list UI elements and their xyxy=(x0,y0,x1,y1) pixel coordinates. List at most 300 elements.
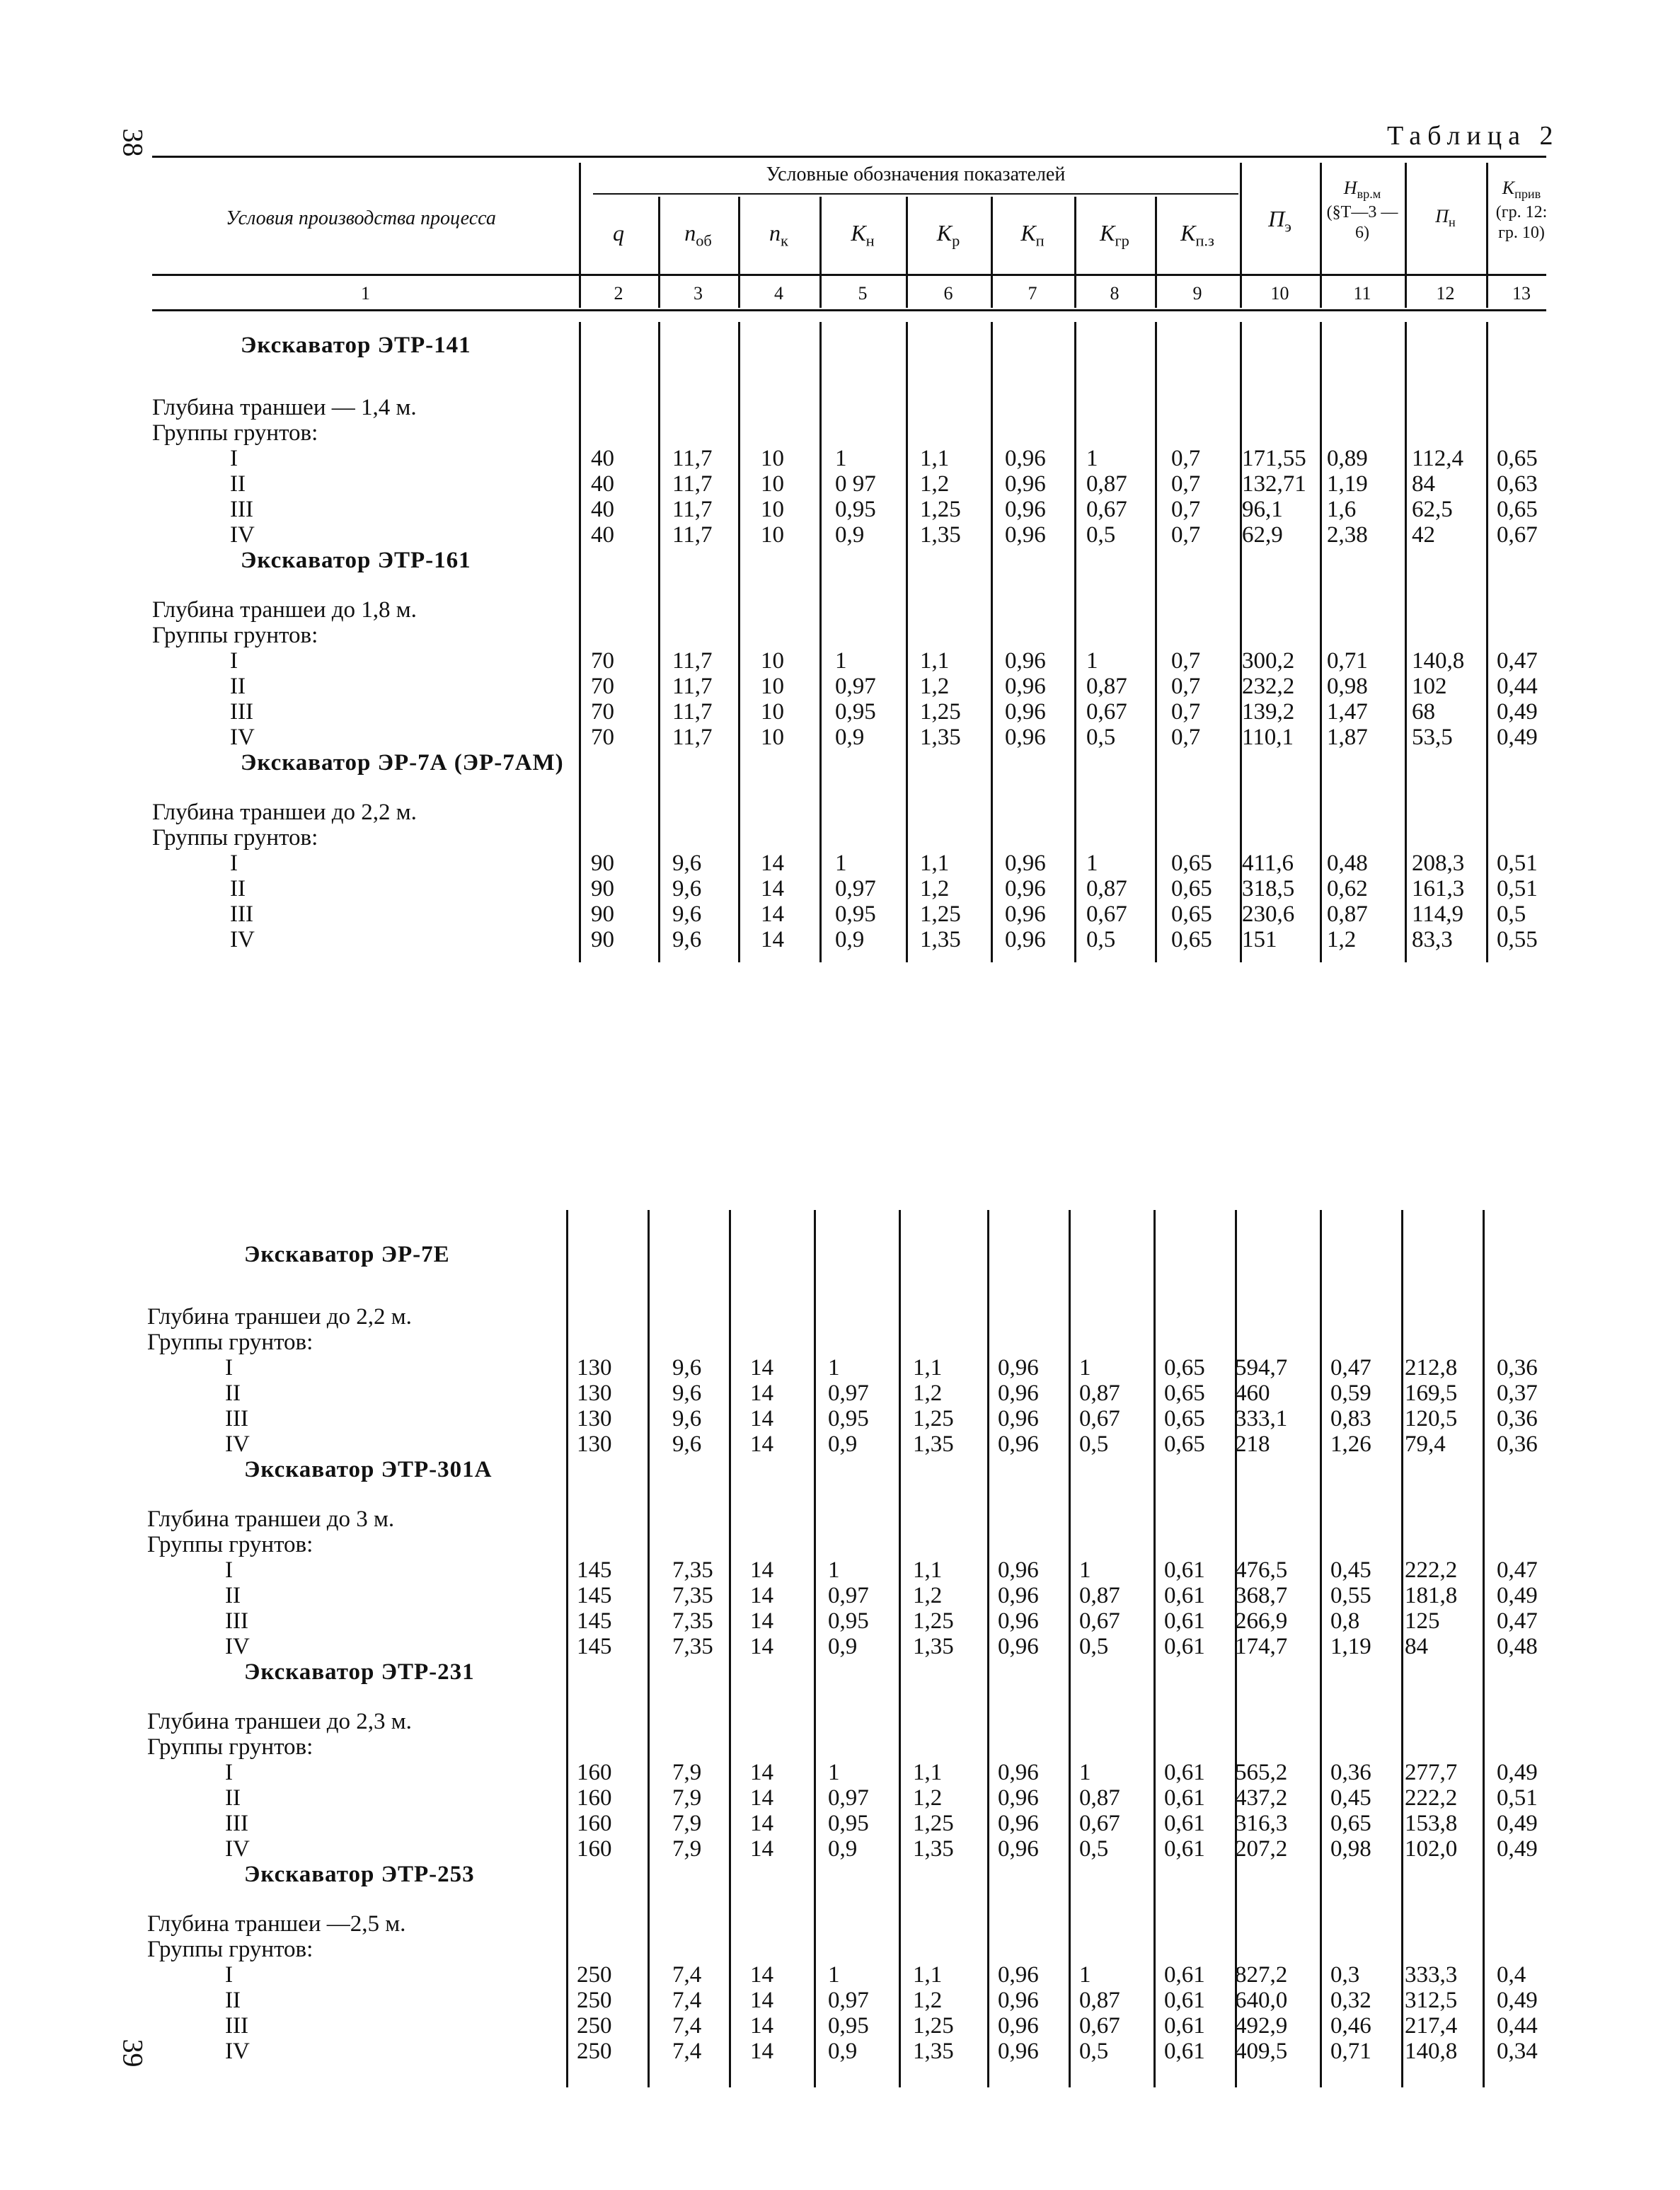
block-title: Экскаватор ЭТР-231 xyxy=(244,1659,475,1685)
table-cell: 0,7 xyxy=(1171,699,1201,725)
table-cell: 10 xyxy=(761,725,784,750)
soil-group: IV xyxy=(225,1836,250,1862)
table-cell: 171,55 xyxy=(1242,446,1306,471)
table-cell: 10 xyxy=(761,446,784,471)
table-cell: 0,47 xyxy=(1497,1608,1538,1634)
table-cell: 14 xyxy=(761,901,784,927)
table-cell: 7,35 xyxy=(672,1557,713,1583)
block-groups-label: Группы грунтов: xyxy=(147,1734,313,1760)
table-cell: 125 xyxy=(1405,1608,1440,1634)
table-cell: 0,44 xyxy=(1497,2013,1538,2039)
table-cell: 0,96 xyxy=(998,1785,1039,1811)
table-cell: 0,5 xyxy=(1079,1634,1109,1659)
block-title: Экскаватор ЭР-7А (ЭР-7АМ) xyxy=(241,750,564,776)
table-cell: 0,36 xyxy=(1497,1431,1538,1457)
table-cell: 0,96 xyxy=(998,2013,1039,2039)
table-cell: 161,3 xyxy=(1412,876,1465,901)
table-cell: 0,65 xyxy=(1164,1431,1205,1457)
table-cell: 1,1 xyxy=(913,1557,943,1583)
table-cell: 1,2 xyxy=(913,1988,943,2013)
table-cell: 0,96 xyxy=(1005,674,1046,699)
block-groups-label: Группы грунтов: xyxy=(152,623,318,648)
table-cell: 1 xyxy=(1079,1557,1091,1583)
table-cell: 0,96 xyxy=(998,1811,1039,1836)
table-cell: 11,7 xyxy=(672,522,713,548)
table-cell: 0,67 xyxy=(1079,1811,1120,1836)
table-cell: 1,35 xyxy=(913,1836,954,1862)
header-symbol-letter: K xyxy=(1100,220,1115,246)
soil-group: IV xyxy=(225,1634,250,1659)
soil-group: II xyxy=(230,471,246,497)
table-cell: 70 xyxy=(591,674,614,699)
header-symbol-letter: K xyxy=(1502,178,1515,198)
table-cell: 11,7 xyxy=(672,699,713,725)
table-cell: 0,45 xyxy=(1330,1785,1371,1811)
table-cell: 218 xyxy=(1235,1431,1270,1457)
table-cell: 1 xyxy=(835,648,847,674)
header-symbol-sub: гр xyxy=(1115,231,1129,250)
table-cell: 0,96 xyxy=(1005,471,1046,497)
table-cell: 0,47 xyxy=(1497,648,1538,674)
table-cell: 1 xyxy=(828,1355,840,1381)
table-cell: 0,65 xyxy=(1164,1406,1205,1431)
table-cell: 0,96 xyxy=(998,1988,1039,2013)
table-cell: 14 xyxy=(750,1634,773,1659)
body-col-divider xyxy=(1483,1210,1485,2087)
table-cell: 1,25 xyxy=(913,1608,954,1634)
body-col-divider xyxy=(1320,322,1322,962)
soil-group: II xyxy=(225,1785,241,1811)
table-cell: 1,25 xyxy=(920,497,961,522)
table-cell: 0,47 xyxy=(1497,1557,1538,1583)
table-cell: 0,67 xyxy=(1079,2013,1120,2039)
table-cell: 1,1 xyxy=(913,1355,943,1381)
table-cell: 9,6 xyxy=(672,851,702,876)
column-number: 9 xyxy=(1192,283,1202,304)
table-cell: 318,5 xyxy=(1242,876,1295,901)
table-cell: 145 xyxy=(577,1557,612,1583)
table-cell: 409,5 xyxy=(1235,2039,1288,2064)
table-cell: 0,46 xyxy=(1330,2013,1371,2039)
table-cell: 0,67 xyxy=(1086,699,1127,725)
table-cell: 0,61 xyxy=(1164,1785,1205,1811)
table-cell: 0,5 xyxy=(1086,522,1116,548)
table-cell: 42 xyxy=(1412,522,1435,548)
table-cell: 230,6 xyxy=(1242,901,1295,927)
soil-group: IV xyxy=(230,522,255,548)
table-cell: 7,35 xyxy=(672,1583,713,1608)
header-symbol-letter: K xyxy=(936,220,953,246)
table-cell: 0,96 xyxy=(998,1557,1039,1583)
table-cell: 1,1 xyxy=(920,851,950,876)
column-number: 12 xyxy=(1436,283,1455,304)
table-cell: 1,26 xyxy=(1330,1431,1371,1457)
table-cell: 10 xyxy=(761,699,784,725)
header-symbol-sub: н xyxy=(865,231,875,250)
table-cell: 0,65 xyxy=(1164,1355,1205,1381)
table-cell: 139,2 xyxy=(1242,699,1295,725)
table-cell: 14 xyxy=(750,1381,773,1406)
table-cell: 0,96 xyxy=(998,1355,1039,1381)
table-cell: 0,7 xyxy=(1171,446,1201,471)
table-cell: 300,2 xyxy=(1242,648,1295,674)
table-cell: 90 xyxy=(591,851,614,876)
page-number-bottom: 39 xyxy=(117,2039,149,2068)
table-cell: 0,65 xyxy=(1171,927,1212,952)
column-number: 10 xyxy=(1270,283,1289,304)
table-cell: 1,87 xyxy=(1327,725,1368,750)
soil-group: IV xyxy=(230,725,255,750)
table-cell: 0,51 xyxy=(1497,1785,1538,1811)
header-symbol-letter: H xyxy=(1343,178,1357,198)
table-cell: 250 xyxy=(577,1988,612,2013)
table-cell: 0,65 xyxy=(1497,446,1538,471)
table-cell: 232,2 xyxy=(1242,674,1295,699)
table-cell: 0,59 xyxy=(1330,1381,1371,1406)
soil-group: III xyxy=(225,1811,248,1836)
table-cell: 0,65 xyxy=(1330,1811,1371,1836)
table-cell: 9,6 xyxy=(672,876,702,901)
header-symbol-4 xyxy=(738,219,819,250)
header-symbol-2 xyxy=(579,219,658,246)
table-cell: 1,1 xyxy=(920,648,950,674)
table-cell: 1,2 xyxy=(913,1785,943,1811)
table-cell: 0,7 xyxy=(1171,522,1201,548)
table-cell: 208,3 xyxy=(1412,851,1465,876)
soil-group: I xyxy=(225,1760,233,1785)
table-cell: 0,55 xyxy=(1330,1583,1371,1608)
table-cell: 0,87 xyxy=(1079,1785,1120,1811)
table-cell: 333,1 xyxy=(1235,1406,1288,1431)
table-cell: 70 xyxy=(591,648,614,674)
table-cell: 90 xyxy=(591,901,614,927)
table-cell: 0,96 xyxy=(998,1608,1039,1634)
table-cell: 0,96 xyxy=(1005,522,1046,548)
table-cell: 0,51 xyxy=(1497,851,1538,876)
table-cell: 565,2 xyxy=(1235,1760,1288,1785)
table-cell: 1 xyxy=(1086,851,1098,876)
column-number: 2 xyxy=(614,283,623,304)
table-cell: 132,71 xyxy=(1242,471,1306,497)
header-symbol-letter: q xyxy=(613,220,624,246)
table-cell: 0,71 xyxy=(1327,648,1368,674)
header-symbol-10 xyxy=(1240,205,1320,236)
table-cell: 0,61 xyxy=(1164,1608,1205,1634)
header-symbol-sub: об xyxy=(696,231,712,250)
table-cell: 53,5 xyxy=(1412,725,1453,750)
block-title: Экскаватор ЭТР-141 xyxy=(241,333,471,358)
body-col-divider xyxy=(566,1210,568,2087)
column-number: 1 xyxy=(361,283,370,304)
table-cell: 0,96 xyxy=(1005,851,1046,876)
header-symbol-11 xyxy=(1320,177,1405,243)
table-cell: 0,89 xyxy=(1327,446,1368,471)
table-cell: 130 xyxy=(577,1431,612,1457)
table-cell: 40 xyxy=(591,446,614,471)
table-cell: 0,9 xyxy=(828,1634,858,1659)
table-cell: 83,3 xyxy=(1412,927,1453,952)
table-cell: 7,9 xyxy=(672,1811,702,1836)
table-cell: 9,6 xyxy=(672,1406,702,1431)
table-cell: 0,95 xyxy=(835,901,876,927)
header-symbol-sub: п xyxy=(1035,231,1045,250)
header-symbol-6 xyxy=(906,219,991,250)
table-cell: 0,5 xyxy=(1079,1836,1109,1862)
table-cell: 0,95 xyxy=(828,1811,869,1836)
table-cell: 0,87 xyxy=(1079,1988,1120,2013)
table-cell: 0,9 xyxy=(835,522,865,548)
table-cell: 1,2 xyxy=(913,1583,943,1608)
table-cell: 14 xyxy=(750,1406,773,1431)
table-cell: 0,61 xyxy=(1164,1583,1205,1608)
header-symbol-12 xyxy=(1405,205,1486,231)
table-cell: 0,61 xyxy=(1164,1557,1205,1583)
table-cell: 0,47 xyxy=(1330,1355,1371,1381)
table-cell: 0,97 xyxy=(835,674,876,699)
body-col-divider xyxy=(579,322,581,962)
table-cell: 0,3 xyxy=(1330,1962,1360,1988)
table-cell: 0,49 xyxy=(1497,725,1538,750)
column-number: 7 xyxy=(1028,283,1037,304)
soil-group: IV xyxy=(225,1431,250,1457)
table-cell: 14 xyxy=(761,927,784,952)
table-cell: 11,7 xyxy=(672,471,713,497)
table-cell: 7,9 xyxy=(672,1785,702,1811)
table-cell: 0,32 xyxy=(1330,1988,1371,2013)
table-cell: 0,96 xyxy=(998,1381,1039,1406)
table-cell: 0,96 xyxy=(998,1962,1039,1988)
column-number: 4 xyxy=(774,283,783,304)
soil-group: I xyxy=(225,1962,233,1988)
table-cell: 0,83 xyxy=(1330,1406,1371,1431)
table-cell: 0,61 xyxy=(1164,2039,1205,2064)
table-cell: 0,9 xyxy=(835,927,865,952)
body-col-divider xyxy=(729,1210,731,2087)
block-depth: Глубина траншеи до 3 м. xyxy=(147,1506,395,1532)
header-bottom-rule xyxy=(152,309,1546,311)
soil-group: IV xyxy=(225,2039,250,2064)
table-cell: 492,9 xyxy=(1235,2013,1288,2039)
table-cell: 0 97 xyxy=(835,471,876,497)
header-symbol-9 xyxy=(1155,219,1240,250)
table-cell: 0,5 xyxy=(1086,927,1116,952)
table-cell: 0,36 xyxy=(1497,1355,1538,1381)
table-cell: 160 xyxy=(577,1760,612,1785)
table-cell: 0,8 xyxy=(1330,1608,1360,1634)
table-cell: 102 xyxy=(1412,674,1447,699)
column-number: 6 xyxy=(943,283,953,304)
table-cell: 0,61 xyxy=(1164,1988,1205,2013)
table-cell: 90 xyxy=(591,876,614,901)
table-cell: 0,9 xyxy=(828,1431,858,1457)
table-cell: 0,7 xyxy=(1171,497,1201,522)
soil-group: II xyxy=(230,674,246,699)
header-symbol-sub: н xyxy=(1449,215,1456,230)
table-cell: 40 xyxy=(591,522,614,548)
table-cell: 0,45 xyxy=(1330,1557,1371,1583)
table-cell: 222,2 xyxy=(1405,1557,1458,1583)
table-cell: 0,5 xyxy=(1497,901,1526,927)
table-cell: 1,35 xyxy=(913,1634,954,1659)
header-symbol-letter: K xyxy=(851,220,866,246)
soil-group: I xyxy=(230,851,238,876)
table-cell: 0,5 xyxy=(1086,725,1116,750)
table-cell: 0,98 xyxy=(1330,1836,1371,1862)
table-cell: 7,4 xyxy=(672,2013,702,2039)
table-cell: 7,35 xyxy=(672,1608,713,1634)
column-number: 3 xyxy=(694,283,703,304)
table-cell: 0,61 xyxy=(1164,1760,1205,1785)
table-cell: 0,65 xyxy=(1164,1381,1205,1406)
table-cell: 1,47 xyxy=(1327,699,1368,725)
table-cell: 0,96 xyxy=(1005,699,1046,725)
table-cell: 1,1 xyxy=(913,1962,943,1988)
soil-group: III xyxy=(225,1406,248,1431)
table-cell: 640,0 xyxy=(1235,1988,1288,2013)
table-cell: 1 xyxy=(835,446,847,471)
table-cell: 0,96 xyxy=(998,1583,1039,1608)
block-groups-label: Группы грунтов: xyxy=(147,1330,313,1355)
table-cell: 0,97 xyxy=(835,876,876,901)
soil-group: III xyxy=(225,2013,248,2039)
table-cell: 7,35 xyxy=(672,1634,713,1659)
table-cell: 0,96 xyxy=(1005,927,1046,952)
table-cell: 0,61 xyxy=(1164,1811,1205,1836)
table-cell: 84 xyxy=(1405,1634,1428,1659)
table-cell: 14 xyxy=(750,1811,773,1836)
header-symbol-sub: р xyxy=(952,231,960,250)
table-cell: 0,48 xyxy=(1497,1634,1538,1659)
table-cell: 70 xyxy=(591,725,614,750)
table-cell: 0,96 xyxy=(1005,725,1046,750)
table-cell: 333,3 xyxy=(1405,1962,1458,1988)
block-depth: Глубина траншеи до 2,2 м. xyxy=(152,800,417,825)
table-cell: 0,49 xyxy=(1497,1988,1538,2013)
table-cell: 0,95 xyxy=(828,1406,869,1431)
table-cell: 0,96 xyxy=(1005,446,1046,471)
table-cell: 0,49 xyxy=(1497,1760,1538,1785)
soil-group: II xyxy=(225,1381,241,1406)
table-cell: 0,96 xyxy=(998,1760,1039,1785)
table-cell: 1,35 xyxy=(920,522,961,548)
table-cell: 0,37 xyxy=(1497,1381,1538,1406)
table-cell: 0,96 xyxy=(998,1431,1039,1457)
table-cell: 7,4 xyxy=(672,1962,702,1988)
table-cell: 0,67 xyxy=(1086,901,1127,927)
table-cell: 11,7 xyxy=(672,674,713,699)
table-cell: 0,87 xyxy=(1079,1583,1120,1608)
table-cell: 14 xyxy=(761,876,784,901)
header-symbol-sub: п.з xyxy=(1195,231,1214,250)
header-symbol-letter: П xyxy=(1268,206,1285,231)
body-col-divider xyxy=(1155,322,1157,962)
table-cell: 140,8 xyxy=(1412,648,1465,674)
table-cell: 0,44 xyxy=(1497,674,1538,699)
table-cell: 0,7 xyxy=(1171,725,1201,750)
table-cell: 0,62 xyxy=(1327,876,1368,901)
column-number: 8 xyxy=(1110,283,1120,304)
table-cell: 0,87 xyxy=(1086,471,1127,497)
table-cell: 0,95 xyxy=(835,699,876,725)
table-cell: 110,1 xyxy=(1242,725,1294,750)
table-cell: 0,61 xyxy=(1164,1836,1205,1862)
table-cell: 174,7 xyxy=(1235,1634,1288,1659)
table-cell: 1 xyxy=(1086,648,1098,674)
table-cell: 9,6 xyxy=(672,1355,702,1381)
table-cell: 14 xyxy=(750,1962,773,1988)
table-cell: 1 xyxy=(1079,1760,1091,1785)
table-cell: 160 xyxy=(577,1811,612,1836)
table-cell: 79,4 xyxy=(1405,1431,1446,1457)
table-cell: 7,9 xyxy=(672,1836,702,1862)
header-symbol-13 xyxy=(1486,177,1557,243)
body-col-divider xyxy=(814,1210,816,2087)
table-cell: 1,19 xyxy=(1327,471,1368,497)
soil-group: II xyxy=(225,1583,241,1608)
table-cell: 1 xyxy=(828,1557,840,1583)
group-title-rule xyxy=(593,193,1238,195)
table-cell: 0,34 xyxy=(1497,2039,1538,2064)
column-number: 13 xyxy=(1512,283,1531,304)
header-symbol-5 xyxy=(819,219,906,250)
header-symbol-note: (гр. 12: гр. 10) xyxy=(1495,203,1548,242)
table-cell: 1,25 xyxy=(913,1406,954,1431)
table-cell: 0,67 xyxy=(1079,1406,1120,1431)
table-cell: 14 xyxy=(750,2013,773,2039)
table-cell: 0,49 xyxy=(1497,1811,1538,1836)
table-cell: 1,25 xyxy=(913,1811,954,1836)
header-top-rule xyxy=(152,156,1546,158)
soil-group: III xyxy=(230,497,253,522)
table-cell: 0,96 xyxy=(998,2039,1039,2064)
table-cell: 0,49 xyxy=(1497,1583,1538,1608)
table-cell: 62,9 xyxy=(1242,522,1283,548)
table-cell: 0,48 xyxy=(1327,851,1368,876)
table-cell: 0,97 xyxy=(828,1785,869,1811)
table-cell: 476,5 xyxy=(1235,1557,1288,1583)
table-cell: 7,4 xyxy=(672,2039,702,2064)
header-symbol-note: (§Т—3 —6) xyxy=(1326,203,1398,242)
table-cell: 7,4 xyxy=(672,1988,702,2013)
table-cell: 0,55 xyxy=(1497,927,1538,952)
header-symbol-sub: к xyxy=(781,231,788,250)
table-cell: 114,9 xyxy=(1412,901,1464,927)
table-cell: 0,87 xyxy=(1086,876,1127,901)
table-cell: 0,7 xyxy=(1171,648,1201,674)
table-cell: 90 xyxy=(591,927,614,952)
table-cell: 10 xyxy=(761,471,784,497)
table-cell: 14 xyxy=(750,1785,773,1811)
body-col-divider xyxy=(899,1210,901,2087)
table-cell: 312,5 xyxy=(1405,1988,1458,2013)
table-cell: 0,96 xyxy=(1005,901,1046,927)
body-col-divider xyxy=(1153,1210,1156,2087)
table-cell: 68 xyxy=(1412,699,1435,725)
header-symbol-sub: вр.м xyxy=(1357,187,1381,202)
table-cell: 0,36 xyxy=(1330,1760,1371,1785)
block-title: Экскаватор ЭР-7Е xyxy=(244,1242,450,1267)
table-cell: 11,7 xyxy=(672,446,713,471)
table-cell: 0,95 xyxy=(828,1608,869,1634)
table-cell: 160 xyxy=(577,1836,612,1862)
header-symbol-3 xyxy=(658,219,738,250)
soil-group: III xyxy=(230,901,253,927)
table-cell: 0,98 xyxy=(1327,674,1368,699)
header-symbol-letter: n xyxy=(684,220,696,246)
table-cell: 277,7 xyxy=(1405,1760,1458,1785)
table-cell: 112,4 xyxy=(1412,446,1464,471)
table-cell: 0,65 xyxy=(1171,901,1212,927)
